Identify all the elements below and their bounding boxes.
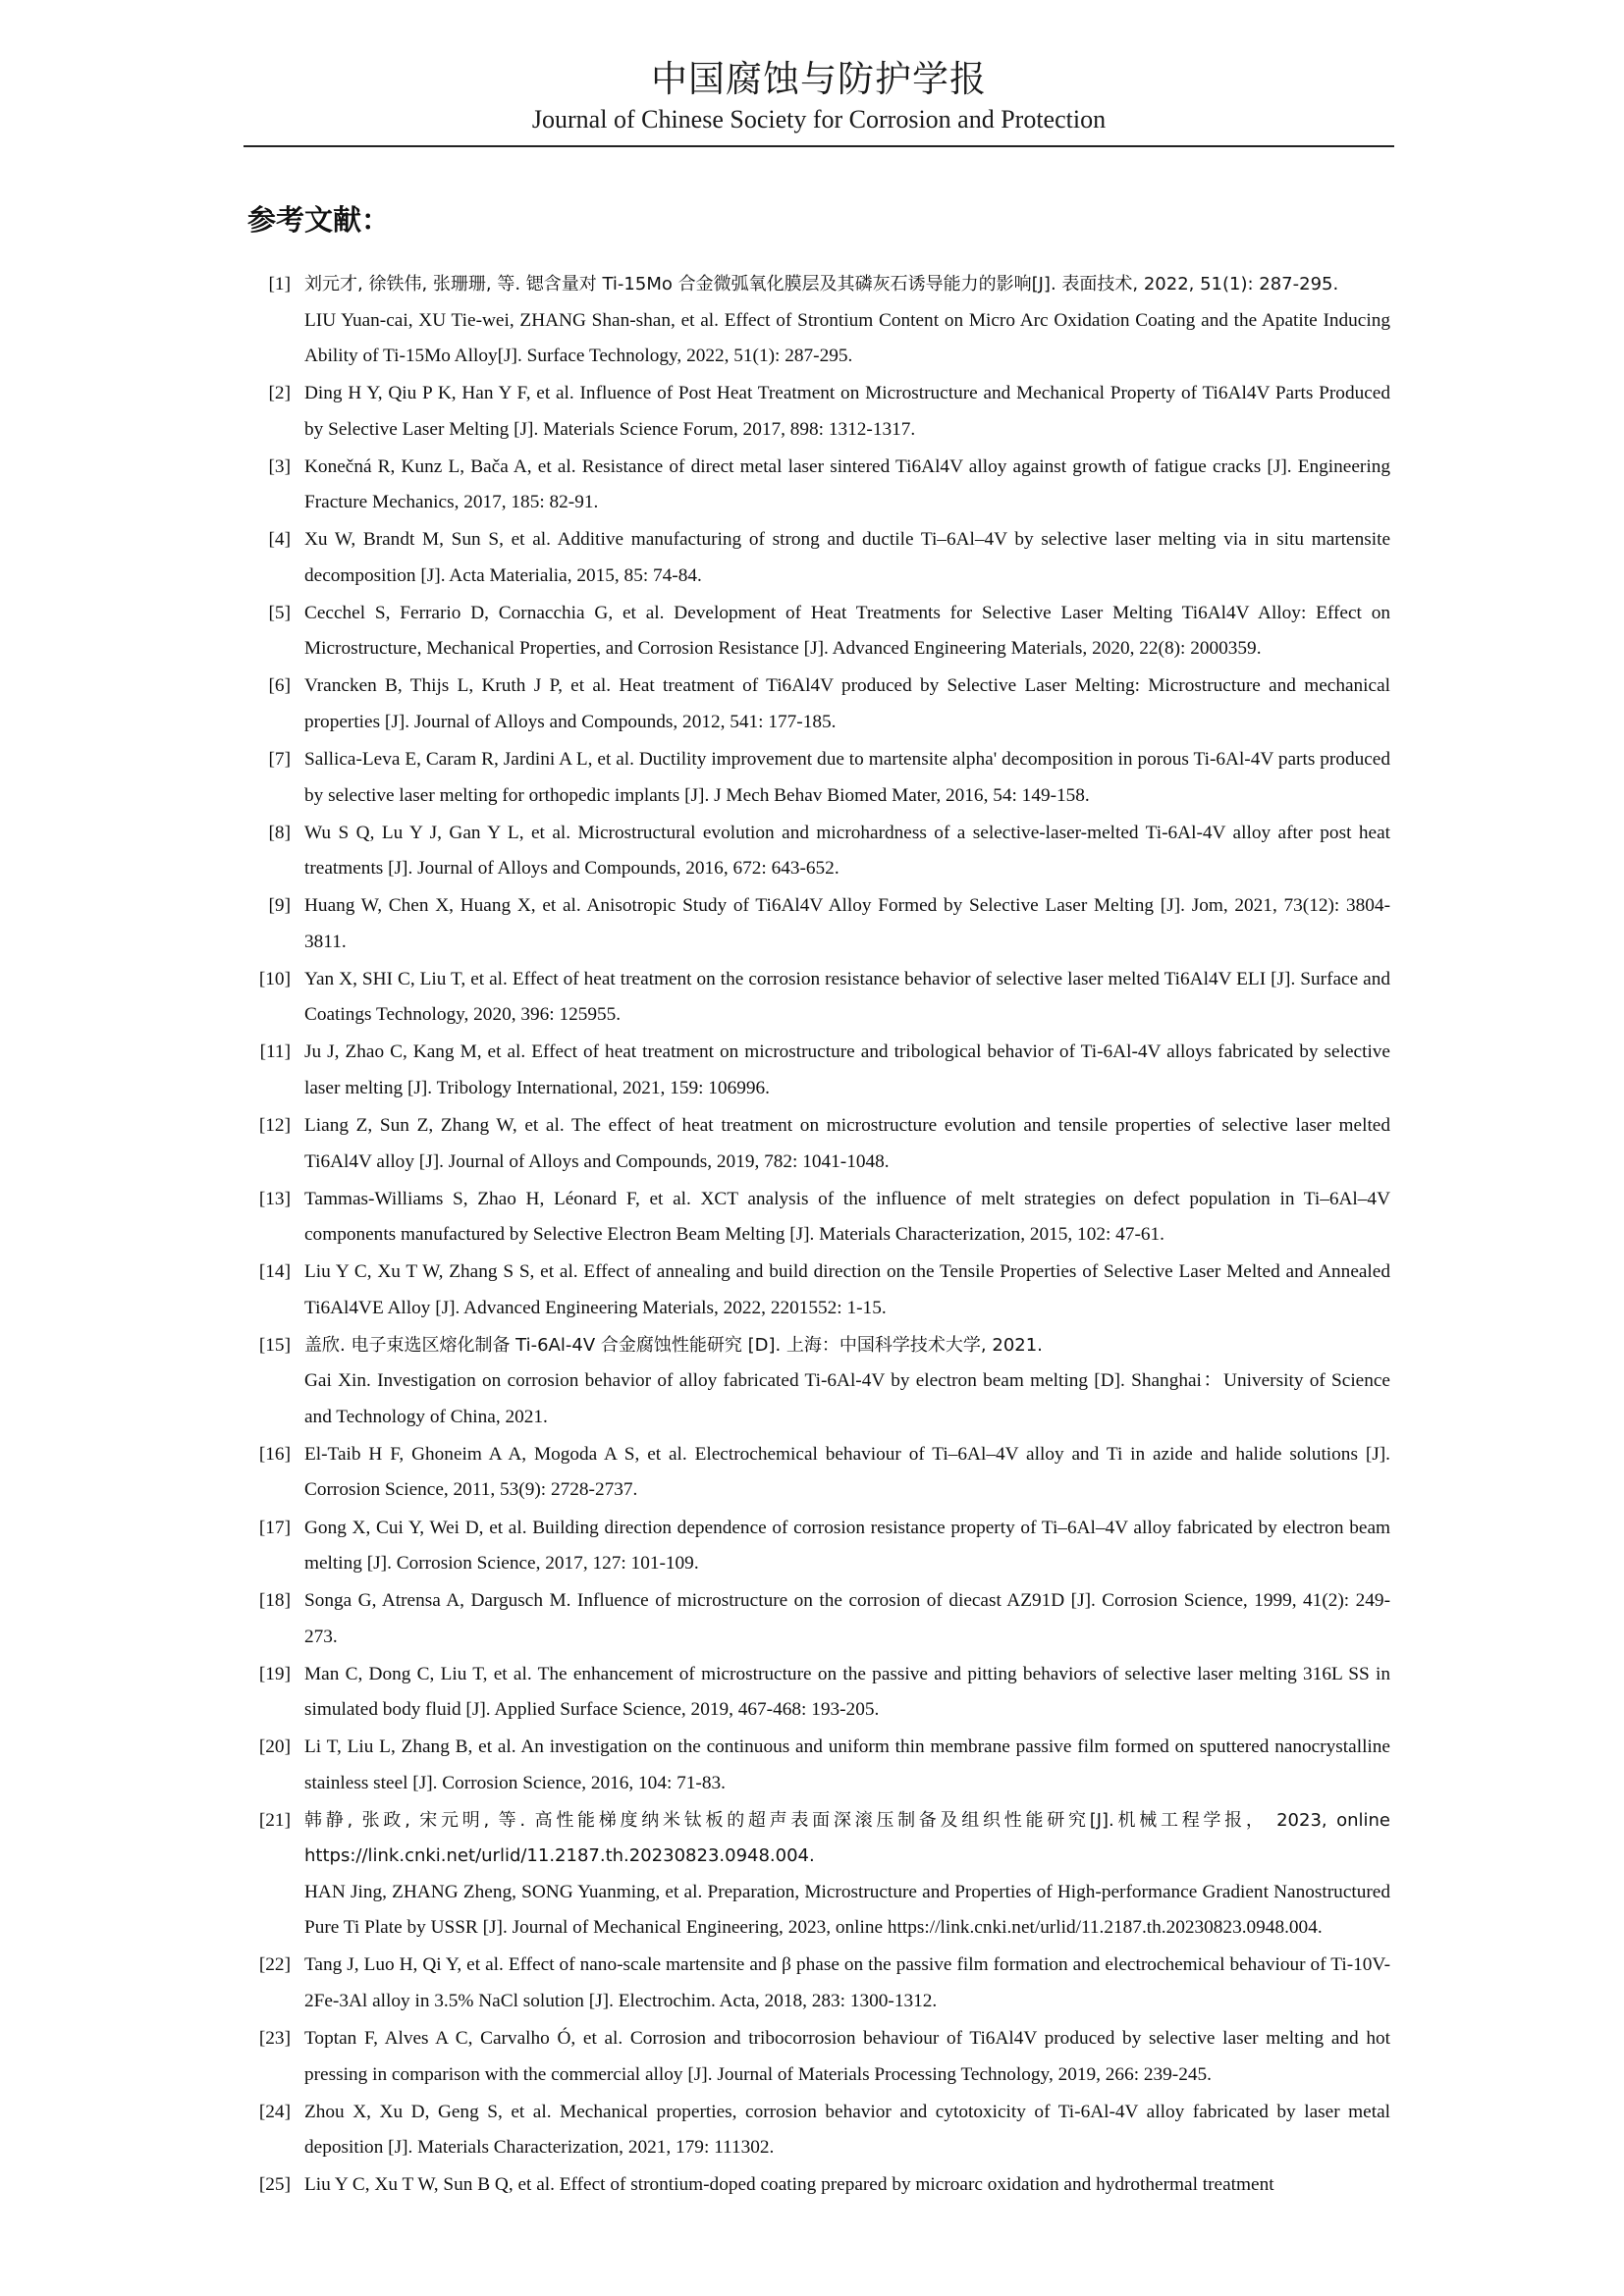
reference-item [245,1182,1390,1254]
reference-number: [18] [258,1590,291,1612]
reference-text: Tammas-Williams S, Zhao H, Léonard F, et al. XCT analysis of the influence of melt strategies on defect population in Ti–6Al–4V components manufactured by Selective Electron Beam Melting [J]. Materials Characterization, 2015, 102: 47-61. [304,1188,1390,1246]
reference-number: [4] [268,529,291,551]
reference-text: Ding H Y, Qiu P K, Han Y F, et al. Influence of Post Heat Treatment on Microstructure and Mechanical Property of Ti6Al4V Parts Produced by Selective Laser Melting [J]. Materials Science Forum, 2017, 898: 1312-1317. [304,383,1390,440]
reference-number: [2] [268,383,291,404]
reference-text: Xu W, Brandt M, Sun S, et al. Additive manufacturing of strong and ductile Ti–6Al–4V by selective laser melting via in situ martensite decomposition [J]. Acta Materialia, 2015, 85: 74-84. [304,529,1390,586]
reference-item [245,888,1390,960]
reference-number: [12] [258,1115,291,1137]
reference-item [245,450,1390,521]
reference-number: [6] [268,675,291,697]
reference-text: Liu Y C, Xu T W, Sun B Q, et al. Effect of strontium-doped coating prepared by microarc oxidation and hydrothermal treatment [304,2174,1274,2196]
reference-text: Konečná R, Kunz L, Bača A, et al. Resistance of direct metal laser sintered Ti6Al4V alloy against growth of fatigue cracks [J]. Engineering Fracture Mechanics, 2017, 185: 82-91. [304,455,1390,513]
reference-item [245,2021,1390,2093]
reference-item [245,1657,1390,1729]
reference-text: Tang J, Luo H, Qi Y, et al. Effect of nano-scale martensite and β phase on the passive film formation and electrochemical behaviour of Ti-10V-2Fe-3Al alloy in 3.5% NaCl solution [J]. Electrochim. Acta, 2018, 283: 1300-1312. [304,1954,1390,2011]
reference-text: Ju J, Zhao C, Kang M, et al. Effect of heat treatment on microstructure and tribological behavior of Ti-6Al-4V alloys fabricated by selective laser melting [J]. Tribology International, 2021, 159: 106996. [304,1041,1390,1098]
reference-text: 韩静, 张政, 宋元明, 等. 高性能梯度纳米钛板的超声表面深滚压制备及组织性能研究[J].机械工程学报， 2023, online https://link.cnki.net/urlid/11.2187.th.20230823.0948.004. [304,1809,1390,1867]
reference-number: [23] [258,2028,291,2050]
reference-text: Yan X, SHI C, Liu T, et al. Effect of heat treatment on the corrosion resistance behavior of selective laser melted Ti6Al4V ELI [J]. Surface and Coatings Technology, 2020, 396: 125955. [304,968,1390,1026]
reference-item [245,742,1390,814]
reference-number: [24] [258,2101,291,2122]
reference-text-english: Gai Xin. Investigation on corrosion behavior of alloy fabricated Ti-6Al-4V by electron beam melting [D]. Shanghai：University of Science and Technology of China, 2021. [304,1370,1390,1427]
reference-item [245,668,1390,740]
reference-item [245,1583,1390,1655]
section-title-references: 参考文献： [247,203,391,237]
reference-number: [13] [258,1188,291,1209]
reference-text: Songa G, Atrensa A, Dargusch M. Influence of microstructure on the corrosion of diecast AZ91D [J]. Corrosion Science, 1999, 41(2): 249-273. [304,1590,1390,1647]
reference-text: Liu Y C, Xu T W, Zhang S S, et al. Effect of annealing and build direction on the Tensile Properties of Selective Laser Melted and Annealed Ti6Al4VE Alloy [J]. Advanced Engineering Materials, 2022, 2201552: 1-15. [304,1261,1390,1318]
reference-text-english: LIU Yuan-cai, XU Tie-wei, ZHANG Shan-shan, et al. Effect of Strontium Content on Micro Arc Oxidation Coating and the Apatite Inducing Ability of Ti-15Mo Alloy[J]. Surface Technology, 2022, 51(1): 287-295. [304,309,1390,366]
reference-number: [1] [268,274,291,294]
reference-number: [11] [259,1041,291,1063]
reference-item [245,1255,1390,1326]
reference-number: [10] [258,968,291,989]
journal-title-english: Journal of Chinese Society for Corrosion and Protection [531,105,1107,133]
reference-text: Huang W, Chen X, Huang X, et al. Anisotropic Study of Ti6Al4V Alloy Formed by Selective Laser Melting [J]. Jom, 2021, 73(12): 3804-3811. [304,895,1390,952]
reference-item [245,1730,1390,1801]
reference-text: Gong X, Cui Y, Wei D, et al. Building direction dependence of corrosion resistance property of Ti–6Al–4V alloy fabricated by electron beam melting [J]. Corrosion Science, 2017, 127: 101-109. [304,1517,1390,1574]
page-header [244,57,1394,135]
reference-number: [22] [258,1954,291,1976]
reference-text: Wu S Q, Lu Y J, Gan Y L, et al. Microstructural evolution and microhardness of a selective-laser-melted Ti-6Al-4V alloy after post heat treatments [J]. Journal of Alloys and Compounds, 2016, 672: 643-652. [304,822,1390,880]
journal-title-chinese: 中国腐蚀与防护学报 [651,58,987,100]
reference-item [245,2095,1390,2166]
reference-text: Cecchel S, Ferrario D, Cornacchia G, et al. Development of Heat Treatments for Selective Laser Melting Ti6Al4V Alloy: Effect on Microstructure, Mechanical Properties, and Corrosion Resistance [J]. Advanced Engineering Materials, 2020, 22(8): 2000359. [304,602,1390,660]
reference-item [245,1511,1390,1582]
reference-item [245,962,1390,1034]
reference-number: [20] [258,1736,291,1758]
reference-item [245,1948,1390,2019]
reference-item [245,816,1390,887]
reference-item [245,1803,1390,1947]
reference-item [245,2167,1390,2204]
reference-number: [16] [258,1443,291,1465]
reference-number: [19] [258,1663,291,1684]
reference-text: Li T, Liu L, Zhang B, et al. An investigation on the continuous and uniform thin membrane passive film formed on sputtered nanocrystalline stainless steel [J]. Corrosion Science, 2016, 104: 71-83. [304,1736,1390,1793]
reference-number: [15] [258,1334,291,1356]
reference-text: Man C, Dong C, Liu T, et al. The enhancement of microstructure on the passive and pitting behaviors of selective laser melting 316L SS in simulated body fluid [J]. Applied Surface Science, 2019, 467-468: 193-205. [304,1663,1390,1721]
header-divider [244,145,1394,147]
reference-number: [21] [258,1809,291,1831]
reference-list [245,267,1390,2205]
reference-number: [9] [268,895,291,917]
reference-number: [3] [268,455,291,477]
reference-text: 刘元才, 徐铁伟, 张珊珊, 等. 锶含量对 Ti-15Mo 合金微弧氧化膜层及其磷灰石诱导能力的影响[J]. 表面技术, 2022, 51(1): 287-295. [304,274,1339,294]
reference-number: [25] [258,2174,291,2196]
reference-number: [5] [268,602,291,623]
reference-number: [17] [258,1517,291,1538]
reference-item [245,1328,1390,1436]
reference-text: Sallica-Leva E, Caram R, Jardini A L, et al. Ductility improvement due to martensite alpha' decomposition in porous Ti-6Al-4V parts produced by selective laser melting for orthopedic implants [J]. J Mech Behav Biomed Mater, 2016, 54: 149-158. [304,749,1390,806]
reference-item [245,596,1390,667]
reference-text: 盖欣. 电子束选区熔化制备 Ti-6Al-4V 合金腐蚀性能研究 [D]. 上海：中国科学技术大学, 2021. [304,1334,1043,1356]
reference-text-english: HAN Jing, ZHANG Zheng, SONG Yuanming, et al. Preparation, Microstructure and Properties of High-performance Gradient Nanostructured Pure Ti Plate by USSR [J]. Journal of Mechanical Engineering, 2023, online https://link.cnki.net/urlid/11.2187.th.20230823.0948.004. [304,1881,1390,1939]
reference-item [245,1437,1390,1509]
reference-number: [7] [268,749,291,771]
reference-item [245,522,1390,594]
reference-item [245,267,1390,375]
reference-item [245,1108,1390,1180]
reference-text: Vrancken B, Thijs L, Kruth J P, et al. Heat treatment of Ti6Al4V produced by Selective Laser Melting: Microstructure and mechanical properties [J]. Journal of Alloys and Compounds, 2012, 541: 177-185. [304,675,1390,732]
reference-text: Toptan F, Alves A C, Carvalho Ó, et al. Corrosion and tribocorrosion behaviour of Ti6Al4V produced by selective laser melting and hot pressing in comparison with the commercial alloy [J]. Journal of Materials Processing Technology, 2019, 266: 239-245. [304,2028,1390,2085]
reference-text: Zhou X, Xu D, Geng S, et al. Mechanical properties, corrosion behavior and cytotoxicity of Ti-6Al-4V alloy fabricated by laser metal deposition [J]. Materials Characterization, 2021, 179: 111302. [304,2101,1390,2159]
reference-number: [8] [268,822,291,843]
reference-text: Liang Z, Sun Z, Zhang W, et al. The effect of heat treatment on microstructure evolution and tensile properties of selective laser melted Ti6Al4V alloy [J]. Journal of Alloys and Compounds, 2019, 782: 1041-1048. [304,1115,1390,1172]
reference-item [245,376,1390,448]
reference-item [245,1035,1390,1106]
reference-number: [14] [258,1261,291,1283]
reference-text: El-Taib H F, Ghoneim A A, Mogoda A S, et al. Electrochemical behaviour of Ti–6Al–4V alloy and Ti in azide and halide solutions [J]. Corrosion Science, 2011, 53(9): 2728-2737. [304,1443,1390,1501]
